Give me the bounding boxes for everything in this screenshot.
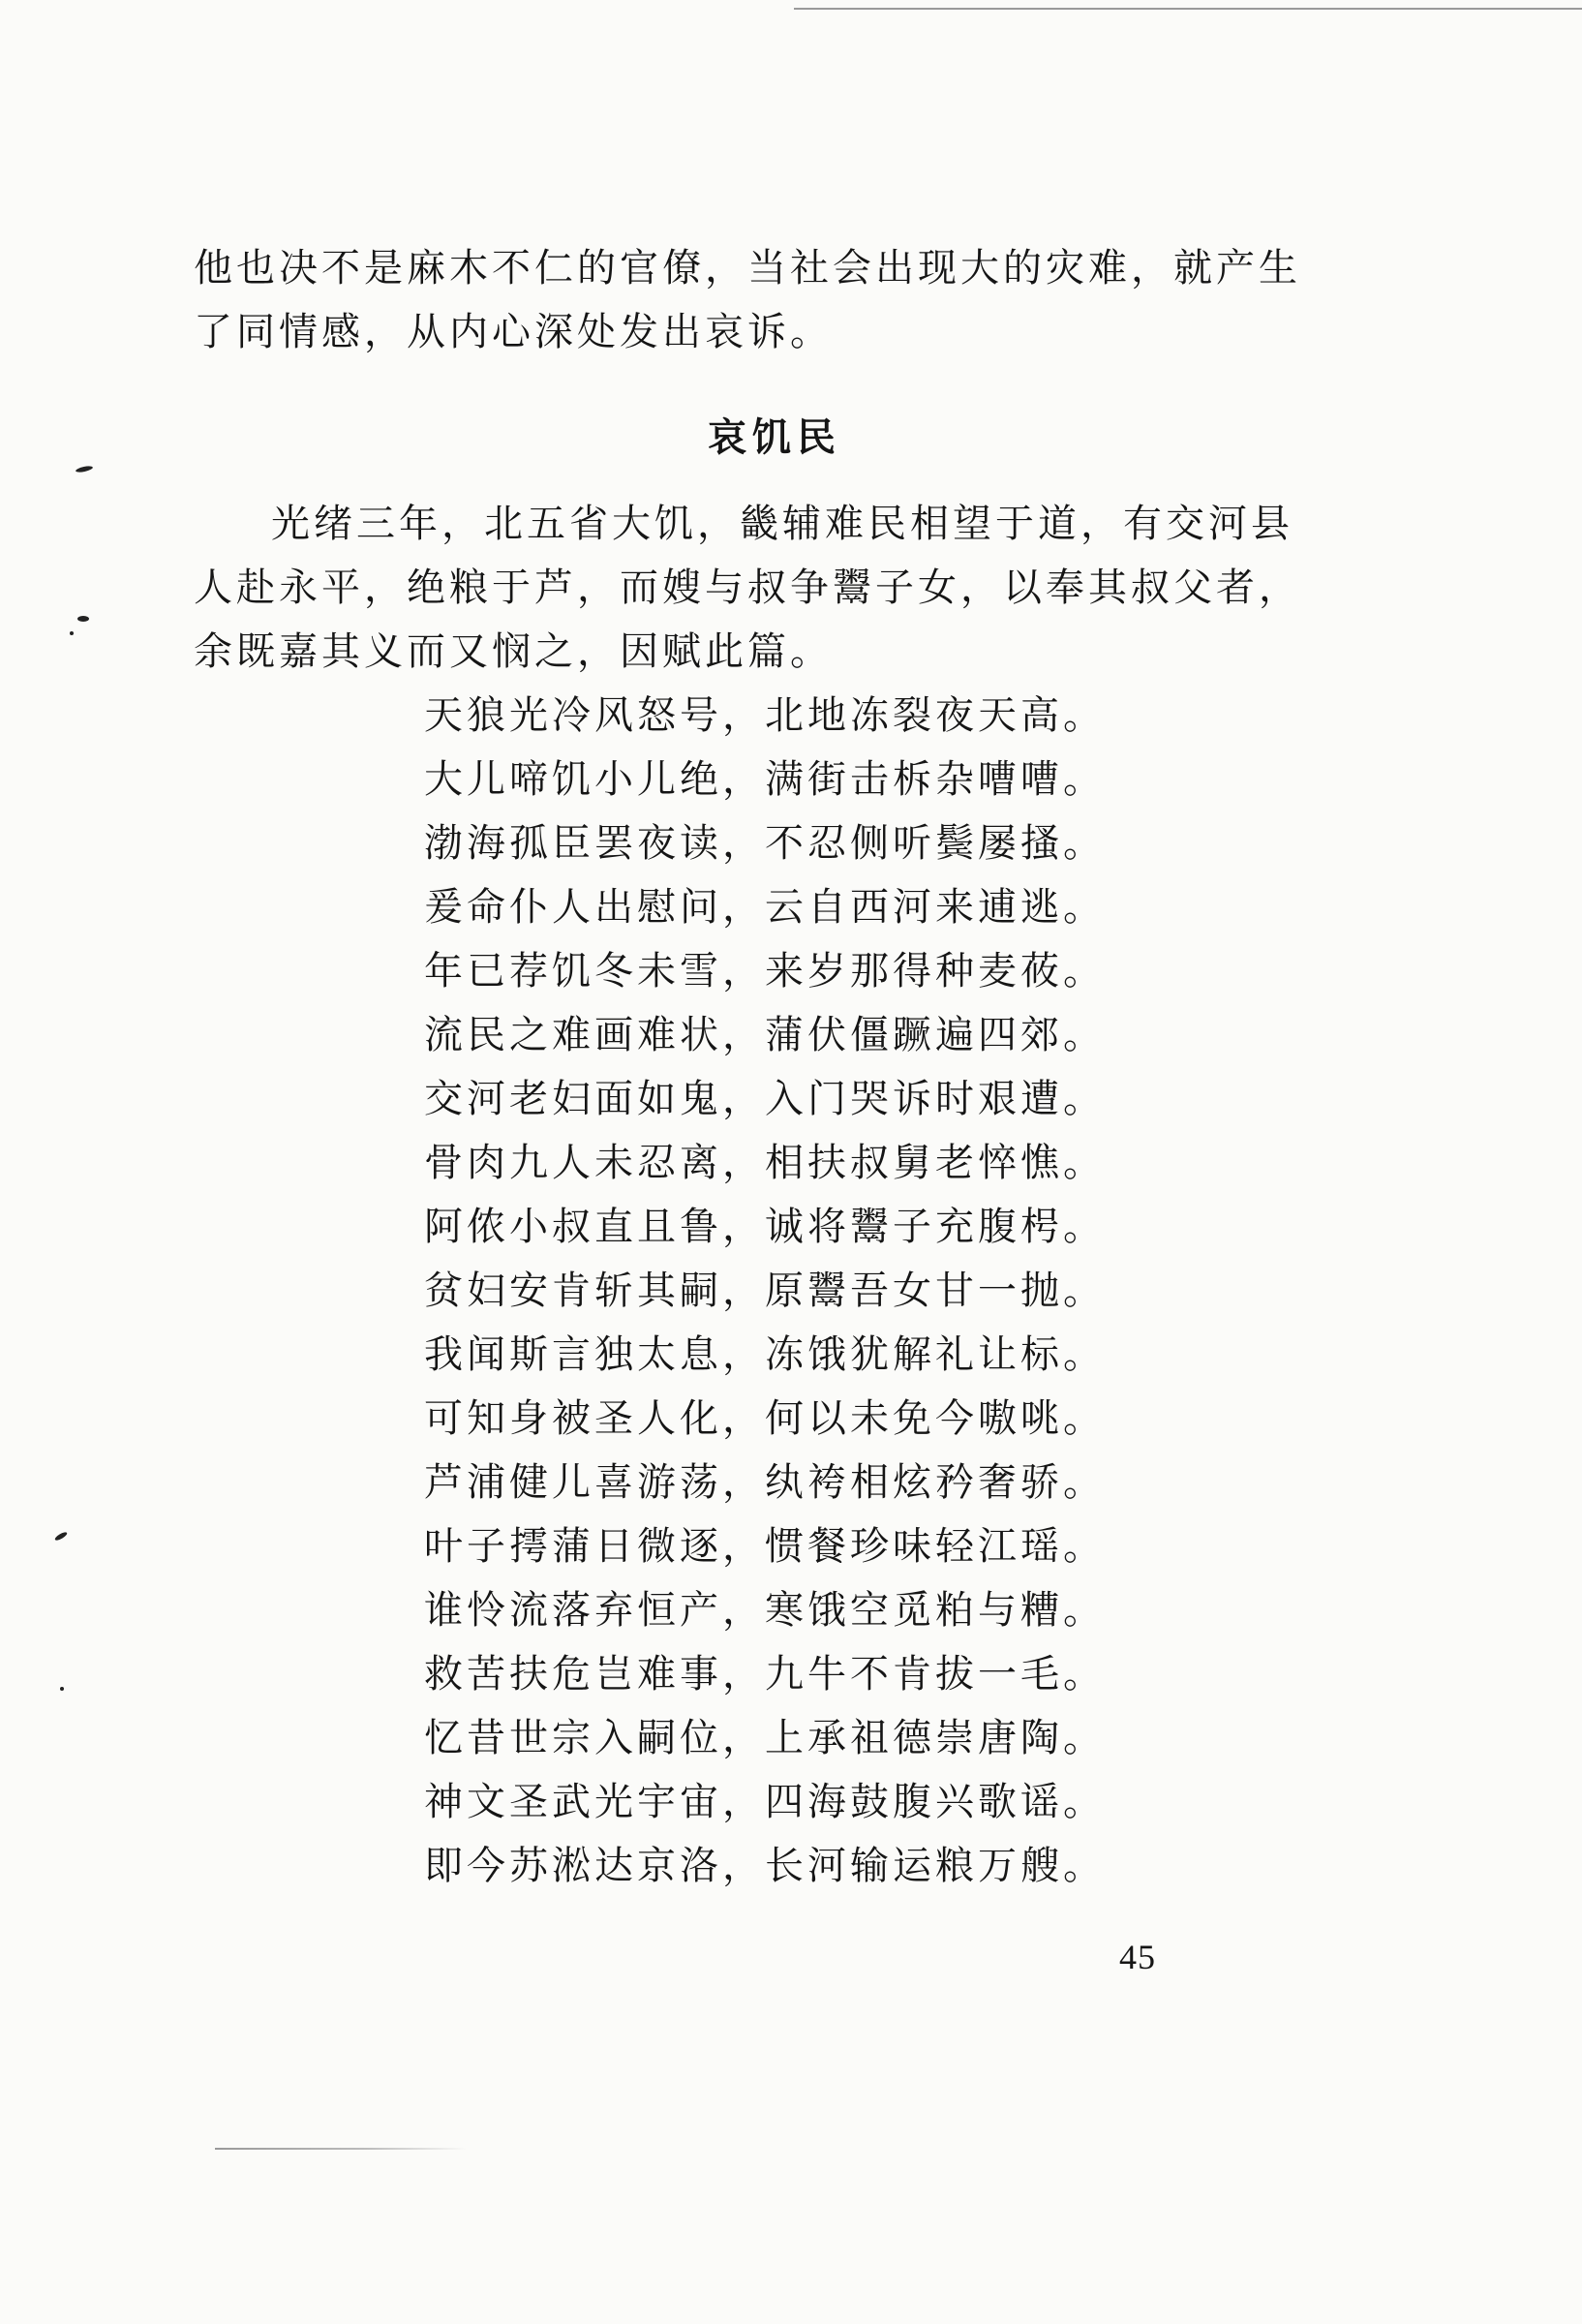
poem-line: 我闻斯言独太息，冻饿犹解礼让标。 [424,1332,1106,1377]
poem-line: 可知身被圣人化，何以未免今嗷咷。 [424,1396,1106,1441]
scan-speck [60,1687,64,1691]
poem-line: 交河老妇面如鬼，入门哭诉时艰遭。 [424,1077,1106,1121]
poem-line: 谁怜流落弃恒产，寒饿空觅粕与糟。 [424,1588,1106,1633]
scan-speck [54,1531,69,1542]
text-line: 他也决不是麻木不仁的官僚，当社会出现大的灾难，就产生 [194,246,1301,290]
poem-line: 芦浦健儿喜游荡，纨袴相炫矜奢骄。 [424,1460,1106,1505]
text-line: 光绪三年，北五省大饥，畿辅难民相望于道，有交河县 [271,502,1293,546]
preface-paragraph [194,492,1301,684]
page-number: 45 [1119,1938,1156,1976]
scan-speck [76,465,94,474]
poem-line: 年已荐饥冬未雪，来岁那得种麦莜。 [424,949,1106,994]
bottom-edge-rule [215,2148,467,2150]
poem-line: 神文圣武光宇宙，四海鼓腹兴歌谣。 [424,1780,1106,1824]
poem-line: 大儿啼饥小儿绝，满街击柝杂嘈嘈。 [424,757,1106,802]
poem-line: 阿侬小叔直且鲁，诚将鬻子充腹枵。 [424,1205,1106,1249]
poem-line: 忆昔世宗入嗣位，上承祖德崇唐陶。 [424,1716,1106,1760]
continuation-paragraph [194,236,1301,364]
scan-speck [77,616,89,622]
poem-line: 爰命仆人出慰问，云自西河来逋逃。 [424,885,1106,930]
poem-line: 救苦扶危岂难事，九牛不肯拔一毛。 [424,1652,1106,1697]
poem-line: 即今苏淞达京洛，长河输运粮万艘。 [424,1844,1106,1888]
poem-line: 叶子摴蒲日微逐，惯餐珍味轻江瑶。 [424,1524,1106,1569]
poem-line: 骨肉九人未忍离，相扶叔舅老悴憔。 [424,1141,1106,1185]
text-line: 人赴永平，绝粮于芦，而嫂与叔争鬻子女，以奉其叔父者， [194,566,1301,610]
poem-body [424,684,1218,1898]
poem-line: 贫妇安肯斩其嗣，原鬻吾女甘一抛。 [424,1269,1106,1313]
poem-title: 哀饥民 [708,414,841,460]
poem-line: 天狼光冷风怒号，北地冻裂夜天高。 [424,693,1106,738]
poem-line: 流民之难画难状，蒲伏僵蹶遍四郊。 [424,1013,1106,1057]
text-line: 余既嘉其义而又悯之，因赋此篇。 [194,629,833,674]
text-line: 了同情感，从内心深处发出哀诉。 [194,310,833,354]
poem-line: 渤海孤臣罢夜读，不忍侧听鬓屡搔。 [424,821,1106,866]
scan-speck [70,631,74,635]
top-edge-rule [794,8,1582,10]
